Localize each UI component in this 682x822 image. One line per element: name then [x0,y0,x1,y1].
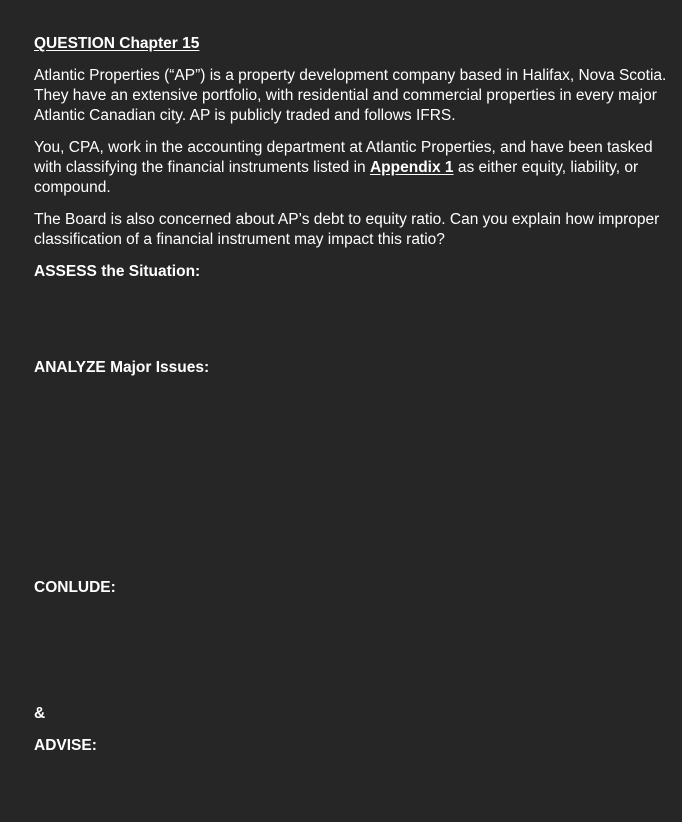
analyze-heading: ANALYZE Major Issues: [34,359,210,376]
intro-paragraph: Atlantic Properties (“AP”) is a property development company based in Halifax, Nova Scotia. They have an extensive portfolio, with residential and commercial properties in every major Atlantic Canadian city. AP is publicly traded and follows IFRS. [34,67,667,124]
task-text-after: as either equity, liability, or compound. [34,159,639,196]
task-text-before: You, CPA, work in the accounting department at Atlantic Properties, and have been tasked with classifying the financial instruments listed in [34,139,653,176]
board-concern-paragraph: The Board is also concerned about AP’s debt to equity ratio. Can you explain how improper classification of a financial instrument may impact this ratio? [34,211,660,248]
ampersand-separator: & [34,705,46,722]
advise-heading: ADVISE: [34,737,97,754]
assess-heading: ASSESS the Situation: [34,263,201,280]
appendix-1-link[interactable]: Appendix 1 [369,159,454,176]
question-title: QUESTION Chapter 15 [34,35,200,52]
task-paragraph [34,138,674,198]
conclude-heading: CONLUDE: [34,579,116,596]
